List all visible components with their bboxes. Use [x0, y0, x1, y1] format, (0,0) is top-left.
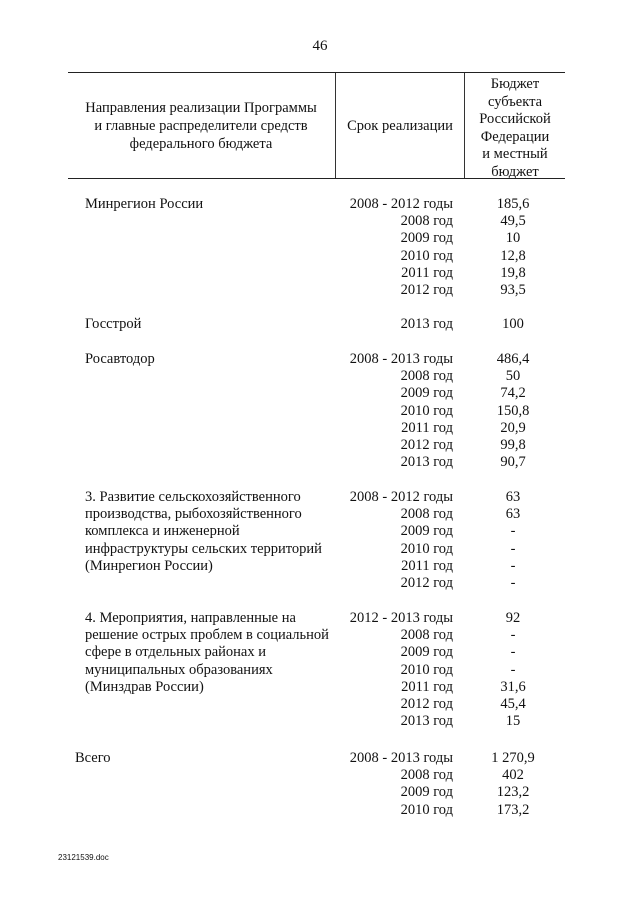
header-budget-line: бюджет [491, 163, 539, 180]
header-directions [76, 99, 326, 153]
file-footer: 23121539.doc [58, 853, 109, 862]
budget-value-cell: - [510, 575, 516, 591]
section-name-line: Госстрой [85, 316, 142, 332]
budget-value-cell: 10 [505, 230, 521, 247]
section-name-line: сфере в отдельных районах и [85, 644, 266, 661]
section-name-line: 3. Развитие сельскохозяйственного [85, 489, 301, 505]
section-name-line: производства, рыбохозяйственного [85, 506, 302, 523]
header-budget-line: Российской [479, 111, 551, 127]
period-cell: 2012 - 2013 годы [349, 610, 453, 626]
period-cell: 2008 год [400, 213, 453, 230]
budget-value-cell: 486,4 [496, 351, 530, 367]
section-name-line: Росавтодор [85, 351, 155, 367]
budget-value-cell: 49,5 [500, 213, 526, 230]
page-number: 46 [312, 38, 328, 54]
period-cell: 2010 год [400, 540, 453, 557]
period-cell: 2012 год [400, 437, 453, 453]
budget-value-cell: 12,8 [500, 247, 526, 264]
period-cell: 2008 год [400, 368, 453, 385]
budget-value-cell: 100 [502, 316, 524, 332]
budget-value-cell: - [510, 627, 516, 644]
budget-value-cell: 90,7 [500, 454, 526, 471]
budget-value-cell: 31,6 [500, 678, 526, 695]
period-cell: 2011 год [401, 264, 453, 281]
period-cell: 2012 год [400, 696, 453, 712]
header-budget [465, 76, 565, 181]
budget-value-cell: 20,9 [500, 419, 526, 436]
budget-value-cell: - [510, 523, 516, 540]
budget-value-cell: 74,2 [500, 385, 526, 402]
period-cell: 2011 год [401, 678, 453, 695]
period-cell: 2009 год [400, 644, 453, 661]
section-name-line: решение острых проблем в социальной [85, 627, 329, 644]
period-cell: 2010 год [400, 402, 453, 419]
period-cell: 2012 год [400, 575, 453, 591]
budget-value-cell: 63 [505, 506, 521, 523]
budget-value-cell: 99,8 [500, 437, 526, 453]
header-budget-line: субъекта [487, 93, 543, 110]
period-cell: 2013 год [400, 316, 453, 332]
header-directions-line: Направления реализации Программы [85, 100, 317, 116]
period-cell: 2008 - 2013 годы [349, 750, 453, 766]
budget-value-cell: 150,8 [496, 402, 530, 419]
budget-value-cell: 19,8 [500, 264, 526, 281]
table-top-rule [68, 72, 565, 73]
budget-value-cell: 15 [505, 713, 521, 730]
period-cell: 2009 год [400, 784, 453, 801]
header-period: Срок реализации [347, 118, 453, 134]
header-budget-line: Федерации [480, 128, 550, 145]
section-name-line: Всего [75, 750, 111, 766]
period-cell: 2009 год [400, 523, 453, 540]
section-name-line: 4. Мероприятия, направленные на [85, 610, 296, 626]
section-name-line: инфраструктуры сельских территорий [85, 540, 322, 557]
table-header-bottom-rule [68, 178, 565, 179]
budget-value-cell: 93,5 [500, 282, 526, 298]
period-cell: 2011 год [401, 557, 453, 574]
budget-value-cell: 50 [505, 368, 521, 385]
period-cell: 2010 год [400, 661, 453, 678]
header-directions-line: федерального бюджета [129, 136, 273, 152]
budget-value-cell: 173,2 [496, 801, 530, 818]
budget-value-cell: 185,6 [496, 196, 530, 212]
budget-value-cell: 123,2 [496, 784, 530, 801]
period-cell: 2008 год [400, 627, 453, 644]
section-name-line: (Минрегион России) [85, 557, 213, 574]
period-cell: 2008 год [400, 506, 453, 523]
period-cell: 2008 - 2012 годы [349, 196, 453, 212]
budget-value-cell: - [510, 540, 516, 557]
period-cell: 2010 год [400, 801, 453, 818]
period-cell: 2009 год [400, 385, 453, 402]
period-cell: 2009 год [400, 230, 453, 247]
section-name-line: муниципальных образованиях [85, 661, 273, 678]
budget-value-cell: 45,4 [500, 696, 526, 712]
section-name-line: комплекса и инженерной [85, 523, 240, 540]
budget-value-cell: 1 270,9 [491, 750, 535, 766]
header-budget-line: Бюджет [490, 76, 540, 92]
period-cell: 2008 год [400, 767, 453, 784]
budget-value-cell: - [510, 644, 516, 661]
period-cell: 2013 год [400, 713, 453, 730]
budget-value-cell: 92 [505, 610, 521, 626]
period-cell: 2010 год [400, 247, 453, 264]
budget-value-cell: 402 [502, 767, 524, 784]
period-cell: 2011 год [401, 419, 453, 436]
period-cell: 2008 - 2013 годы [349, 351, 453, 367]
budget-value-cell: - [510, 557, 516, 574]
budget-value-cell: 63 [505, 489, 521, 505]
header-budget-line: и местный [482, 146, 548, 162]
section-name-line: Минрегион России [85, 196, 204, 212]
period-cell: 2013 год [400, 454, 453, 471]
period-cell: 2008 - 2012 годы [349, 489, 453, 505]
period-cell: 2012 год [400, 282, 453, 298]
section-name-line: (Минздрав России) [85, 678, 204, 695]
header-directions-line: и главные распределители средств [94, 118, 308, 134]
budget-value-cell: - [510, 661, 516, 678]
